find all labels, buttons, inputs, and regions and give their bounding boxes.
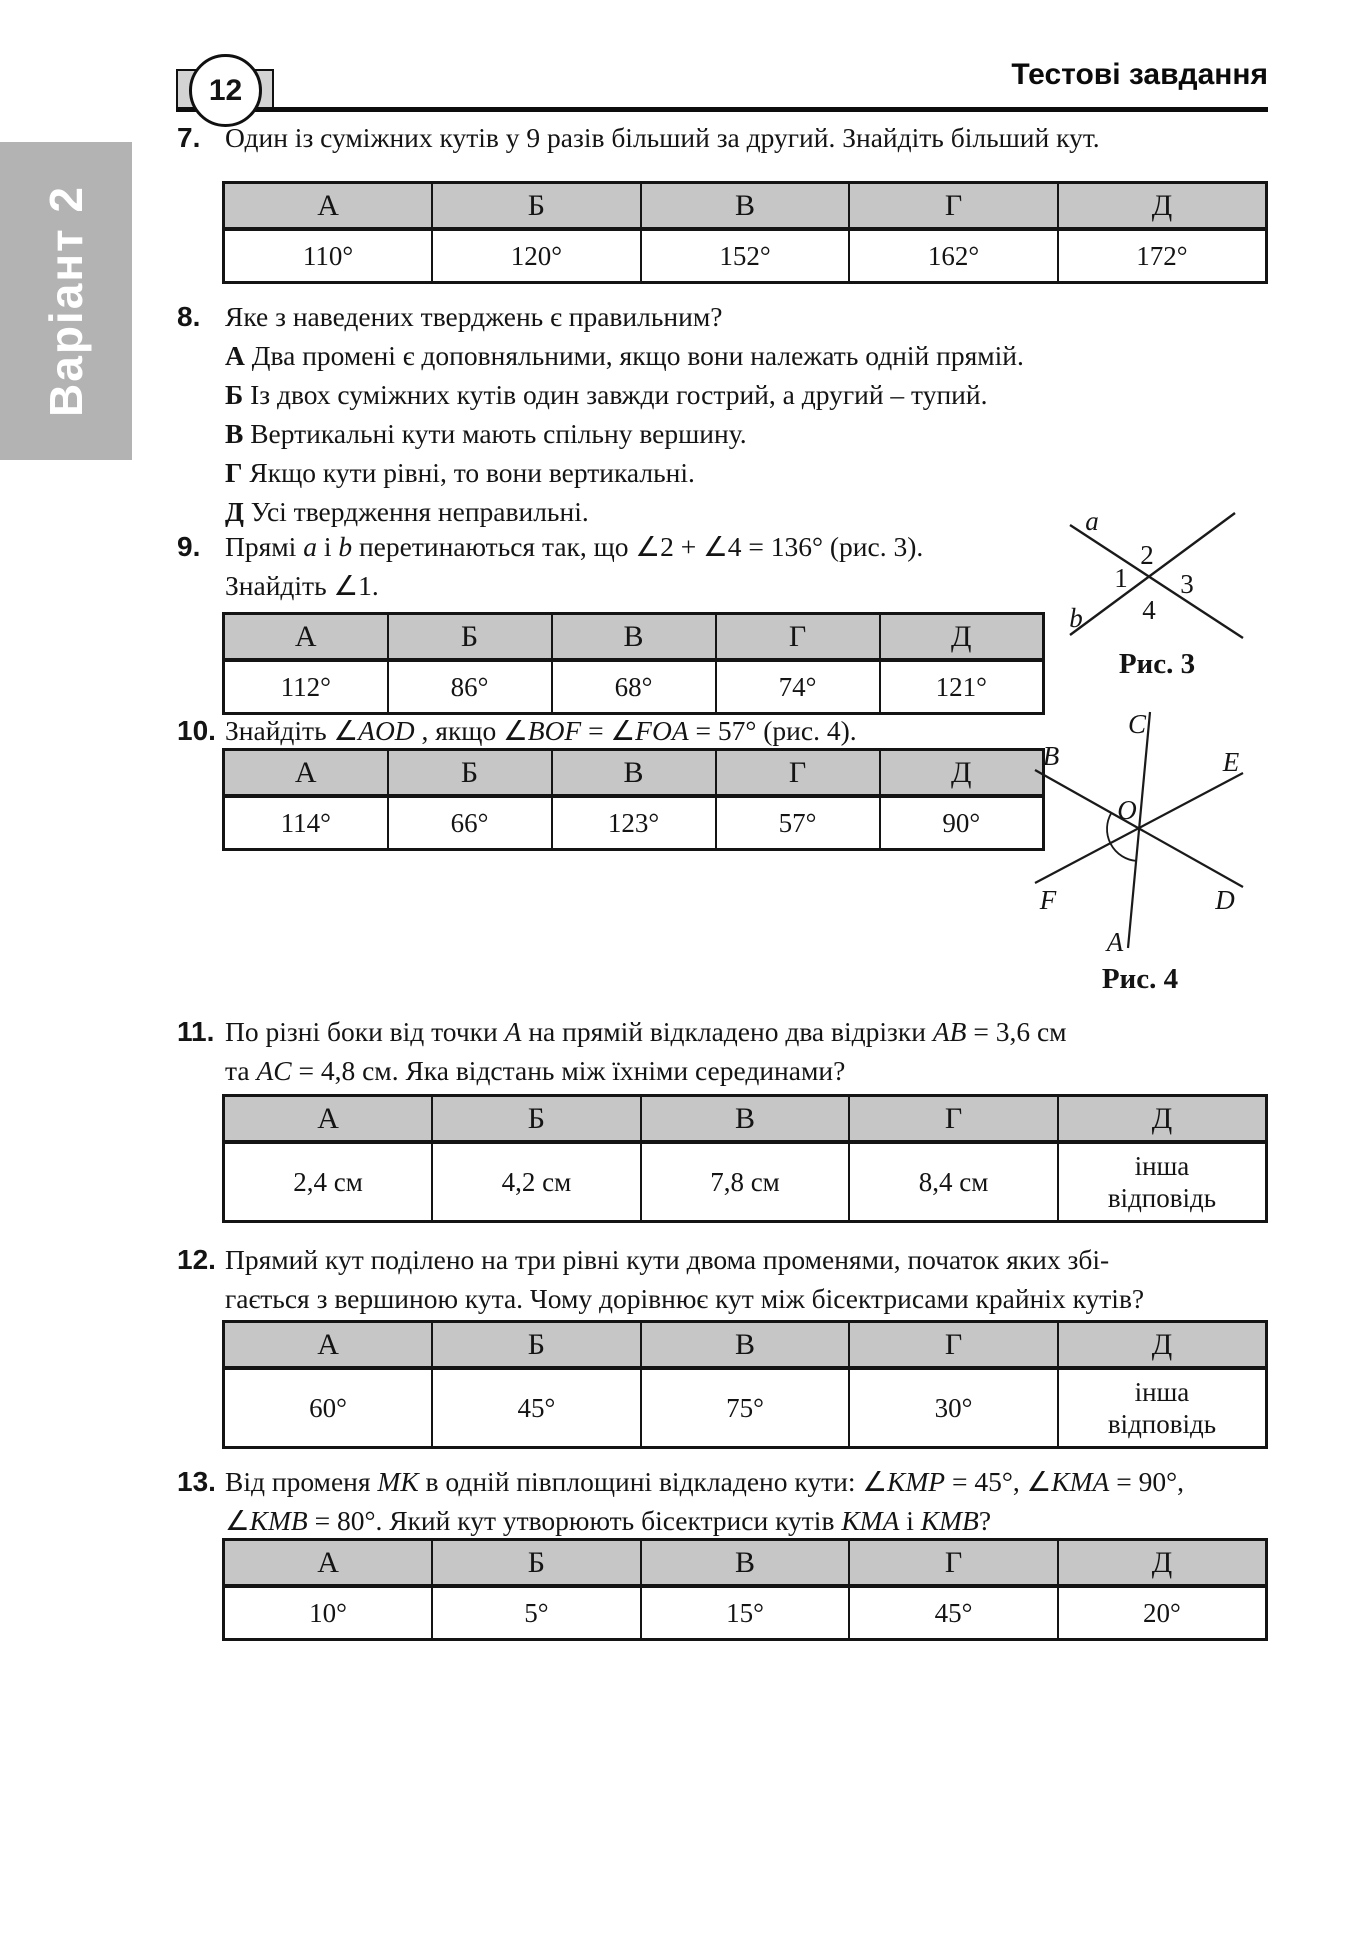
question-number: 10. (177, 715, 216, 746)
answer-cell: 30° (849, 1368, 1058, 1448)
option-v: В Вертикальні кути мають спільну вершину. (225, 418, 747, 449)
answer-header-cell: Б (432, 1540, 641, 1587)
question-number: 9. (177, 531, 201, 562)
label-line-b: b (1069, 603, 1083, 633)
answer-cell: 120° (432, 229, 641, 283)
page-number-badge (189, 54, 262, 127)
question-line-1: Від променя MK в одній півплощині відкладено кути: ∠KMP = 45°, ∠KMA = 90°, (225, 1466, 1184, 1497)
answer-cell: 15° (641, 1586, 850, 1640)
answer-cell: 162° (849, 229, 1058, 283)
label-point-F: F (1039, 885, 1057, 915)
label-point-E: E (1222, 747, 1240, 777)
answer-value-row (224, 1368, 1267, 1448)
answer-header-cell: Б (432, 183, 641, 230)
question-line-2: ∠KMB = 80°. Який кут утворюють бісектриси кутів KMA і KMB? (225, 1505, 992, 1536)
answer-cell: 68° (552, 660, 716, 714)
option-b: Б Із двох суміжних кутів один завжди гострий, а другий – тупий. (225, 379, 988, 410)
variant-label: Варіант 2 (40, 185, 92, 417)
answer-cell: 4,2 см (432, 1142, 641, 1222)
answer-cell: 8,4 см (849, 1142, 1058, 1222)
answer-cell: 75° (641, 1368, 850, 1448)
answer-cell: 172° (1058, 229, 1267, 283)
question-line-2: та AC = 4,8 см. Яка відстань між їхніми серединами? (225, 1055, 846, 1086)
question-11 (177, 1012, 1268, 1090)
question-line-1: Прямі a і b перетинаються так, що ∠2 + ∠4 = 136° (рис. 3). (225, 531, 924, 562)
answer-value-row (224, 796, 1044, 850)
answer-cell: 123° (552, 796, 716, 850)
figure-3 (1042, 496, 1272, 691)
line-CA (1128, 712, 1150, 948)
figure-3-drawing (1042, 496, 1272, 646)
answer-header-row (224, 614, 1044, 661)
answer-header-cell: Д (1058, 1096, 1267, 1143)
question-text (225, 527, 1025, 605)
label-angle-4: 4 (1142, 595, 1156, 625)
answer-cell: 66° (388, 796, 552, 850)
answer-cell: 45° (432, 1368, 641, 1448)
question-text (225, 1012, 1268, 1090)
question-text (225, 1240, 1268, 1318)
answer-header-cell: Г (849, 1540, 1058, 1587)
label-point-C: C (1127, 709, 1147, 739)
answer-header-cell: А (224, 1096, 433, 1143)
question-number: 7. (177, 122, 201, 153)
answer-value-row (224, 660, 1044, 714)
label-point-B: B (1042, 741, 1060, 771)
answer-header-cell: Д (880, 750, 1044, 797)
question-13 (177, 1462, 1268, 1540)
figure-4 (1015, 695, 1265, 995)
answer-header-cell: А (224, 1540, 433, 1587)
answer-table-q10 (222, 748, 1045, 851)
question-number: 8. (177, 301, 201, 332)
answer-value-row (224, 229, 1267, 283)
label-point-O: O (1117, 795, 1137, 825)
answer-header-cell: В (641, 183, 850, 230)
answer-header-row (224, 183, 1267, 230)
answer-header-cell: В (641, 1322, 850, 1369)
answer-header-cell: Г (849, 183, 1058, 230)
answer-cell: 5° (432, 1586, 641, 1640)
question-number: 11. (177, 1016, 215, 1047)
answer-header-cell: А (224, 614, 388, 661)
figure-4-drawing (1015, 695, 1265, 959)
answer-cell: 10° (224, 1586, 433, 1640)
label-angle-3: 3 (1180, 569, 1194, 599)
answer-header-cell: Г (849, 1096, 1058, 1143)
header-rule (176, 107, 1268, 112)
answer-value-row (224, 1142, 1267, 1222)
answer-value-row (224, 1586, 1267, 1640)
answer-header-cell: Б (432, 1322, 641, 1369)
answer-cell: 112° (224, 660, 388, 714)
answer-cell-other: інша відповідь (1058, 1142, 1267, 1222)
answer-cell: 121° (880, 660, 1044, 714)
question-line-2: гається з вершиною кута. Чому дорівнює кут між бісектрисами крайніх кутів? (225, 1283, 1145, 1314)
answer-header-row (224, 1540, 1267, 1587)
answer-header-cell: Д (1058, 1540, 1267, 1587)
answer-header-row (224, 1322, 1267, 1369)
answer-header-cell: Г (849, 1322, 1058, 1369)
question-text (225, 1462, 1268, 1540)
option-g: Г Якщо кути рівні, то вони вертикальні. (225, 457, 695, 488)
question-stem: Яке з наведених тверджень є правильним? (225, 301, 723, 332)
answer-header-cell: В (641, 1096, 850, 1143)
answer-header-cell: В (552, 614, 716, 661)
answer-cell: 7,8 см (641, 1142, 850, 1222)
figure-4-caption: Рис. 4 (1101, 963, 1179, 995)
label-angle-2: 2 (1140, 540, 1154, 570)
answer-table-q11 (222, 1094, 1268, 1223)
line-a (1070, 525, 1243, 638)
label-angle-1: 1 (1114, 563, 1128, 593)
answer-table-q9 (222, 612, 1045, 715)
answer-cell: 74° (716, 660, 880, 714)
question-12 (177, 1240, 1268, 1318)
label-point-A: A (1106, 927, 1124, 957)
answer-table-q7 (222, 181, 1268, 284)
answer-header-cell: А (224, 1322, 433, 1369)
answer-header-cell: Б (432, 1096, 641, 1143)
figure-3-caption: Рис. 3 (1118, 648, 1196, 680)
answer-header-cell: Д (880, 614, 1044, 661)
answer-header-cell: В (641, 1540, 850, 1587)
answer-cell: 45° (849, 1586, 1058, 1640)
question-line-2: Знайдіть ∠1. (225, 570, 379, 601)
label-point-D: D (1215, 885, 1235, 915)
answer-header-row (224, 1096, 1267, 1143)
answer-cell-other: інша відповідь (1058, 1368, 1267, 1448)
answer-table-q13 (222, 1538, 1268, 1641)
question-7 (177, 118, 1268, 157)
answer-header-cell: В (552, 750, 716, 797)
question-line-1: Прямий кут поділено на три рівні кути двома променями, початок яких збі- (225, 1244, 1110, 1275)
answer-header-cell: А (224, 750, 388, 797)
answer-header-cell: Б (388, 614, 552, 661)
question-text: Один із суміжних кутів у 9 разів більший за другий. Знайдіть більший кут. (225, 122, 1100, 153)
option-a: А Два промені є доповняльними, якщо вони належать одній прямій. (225, 340, 1024, 371)
label-line-a: a (1085, 506, 1099, 536)
header-title: Тестові завдання (1011, 58, 1268, 91)
line-FE (1035, 773, 1243, 883)
variant-sidebar (0, 142, 132, 460)
answer-cell: 90° (880, 796, 1044, 850)
answer-cell: 152° (641, 229, 850, 283)
question-number: 12. (177, 1244, 216, 1275)
answer-cell: 60° (224, 1368, 433, 1448)
answer-cell: 20° (1058, 1586, 1267, 1640)
answer-header-row (224, 750, 1044, 797)
answer-header-cell: Д (1058, 183, 1267, 230)
answer-header-cell: Б (388, 750, 552, 797)
answer-cell: 86° (388, 660, 552, 714)
answer-header-cell: А (224, 183, 433, 230)
answer-cell: 2,4 см (224, 1142, 433, 1222)
question-line-1: По різні боки від точки A на прямій відкладено два відрізки AB = 3,6 см (225, 1016, 1067, 1047)
answer-header-cell: Д (1058, 1322, 1267, 1369)
answer-header-cell: Г (716, 750, 880, 797)
answer-cell: 57° (716, 796, 880, 850)
answer-cell: 114° (224, 796, 388, 850)
answer-cell: 110° (224, 229, 433, 283)
answer-table-q12 (222, 1320, 1268, 1449)
question-number: 13. (177, 1466, 216, 1497)
question-text: Знайдіть ∠AOD , якщо ∠BOF = ∠FOA = 57° (рис. 4). (225, 715, 857, 746)
answer-header-cell: Г (716, 614, 880, 661)
page-number: 12 (208, 73, 243, 107)
option-d: Д Усі твердження неправильні. (225, 496, 589, 527)
